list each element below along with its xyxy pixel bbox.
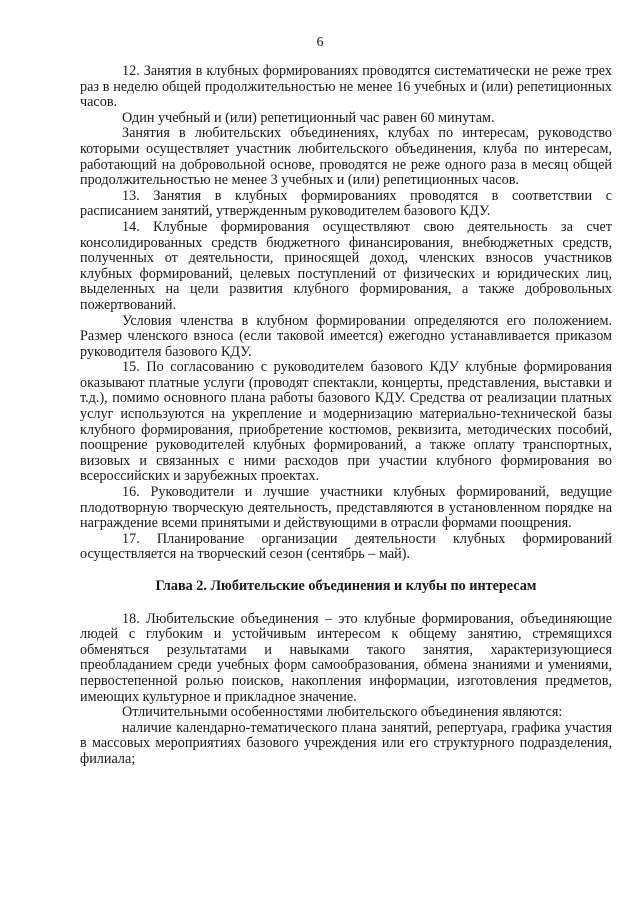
paragraph-18: 18. Любительские объединения – это клубные формирования, объединяющие людей с глубоким и устойчивым интересом к общему занятию, стремящихся обменяться результатами и навыками такого занятия, характеризующиеся преобладанием среди учебных форм самообразования, обмена знаниями и умениями, первостепенной ролью поисков, накопления информации, изготовления предметов, имеющих культурное и прикладное значение. [80,610,612,705]
paragraph-15: 15. По согласованию с руководителем базового КДУ клубные формирования оказывают платные услуги (проводят спектакли, концерты, представления, выставки и т.д.), помимо основного плана работы базового КДУ. Средства от реализации платных услуг используются на укрепление и модернизацию материально-технической базы клубного формирования, приобретение костюмов, реквизита, методических пособий, поощрение руководителей клубных формирований, а также оплату транспортных, визовых и связанных с ними расходов при участии клубного формирования во всероссийских и зарубежных проектах. [80,359,612,485]
paragraph-features-intro: Отличительными особенностями любительского объединения являются: [122,704,563,721]
paragraph-12: 12. Занятия в клубных формированиях проводятся систематически не реже трех раз в неделю общей продолжительностью не менее 16 учебных и (или) репетиционных часов. [80,63,612,111]
paragraph-17: 17. Планирование организации деятельности клубных формирований осуществляется на творческий сезон (сентябрь – май). [80,530,612,563]
document-body [80,64,612,768]
paragraph-membership: Условия членства в клубном формировании определяются его положением. Размер членского взноса (если таковой имеется) ежегодно устанавливается приказом руководителя базового КДУ. [80,312,612,360]
paragraph-14: 14. Клубные формирования осуществляют свою деятельность за счет консолидированных средств бюджетного финансирования, внебюджетных средств, полученных от деятельности, приносящей доход, членских взносов участников клубных формирований, целевых поступлений от физических и юридических лиц, выделенных на цели развития клубного формирования, а также добровольных пожертвований. [80,218,612,313]
paragraph-feature-plan: наличие календарно-тематического плана занятий, репертуара, графика участия в массовых мероприятиях базового учреждения или его структурного подразделения, филиала; [80,719,612,767]
page-number: 6 [316,35,324,50]
paragraph-amateur-sessions: Занятия в любительских объединениях, клубах по интересам, руководство которыми осуществляет участник любительского объединения, клуба по интересам, работающий на добровольной основе, проводятся не реже одного раза в месяц общей продолжительностью не менее 3 учебных и (или) репетиционных часов. [80,125,612,189]
paragraph-hour-definition: Один учебный и (или) репетиционный час равен 60 минутам. [122,109,495,126]
chapter-heading: Глава 2. Любительские объединения и клубы по интересам [155,578,537,594]
paragraph-13: 13. Занятия в клубных формированиях проводятся в соответствии с расписанием занятий, утвержденным руководителем базового КДУ. [80,187,612,220]
paragraph-16: 16. Руководители и лучшие участники клубных формирований, ведущие плодотворную творческую деятельность, представляются в установленном порядке на награждение всеми принятыми и действующими в отрасли формами поощрения. [80,484,612,532]
